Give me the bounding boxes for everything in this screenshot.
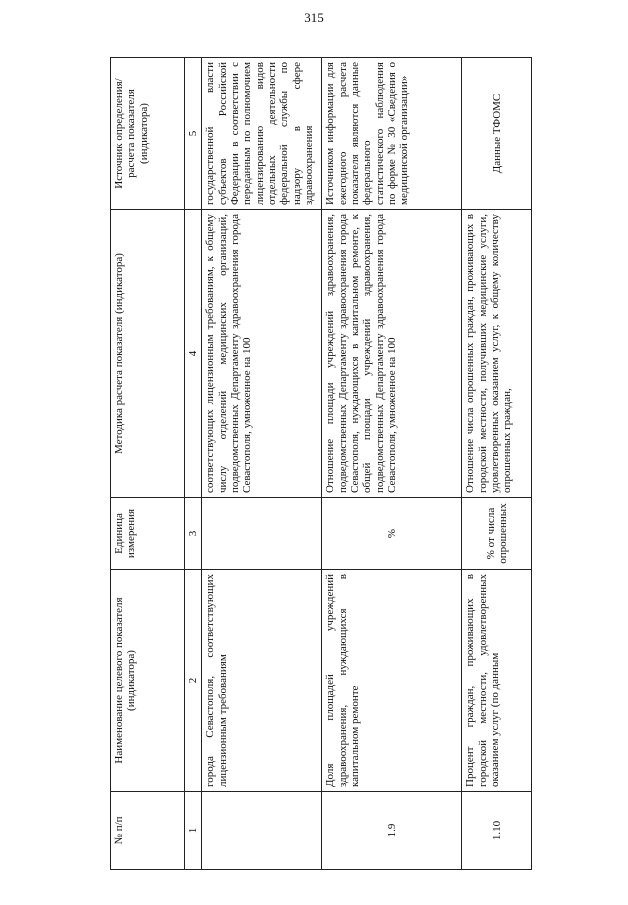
unit-of-measure xyxy=(202,498,322,570)
data-source: государственной власти субъектов Российской Федерации в соответствии с переданным по полномочием лицензированию видов отдельных деятельности федеральной службы по надзору в сфере здравоохранения xyxy=(202,58,322,210)
row-number xyxy=(202,792,322,870)
unit-of-measure: % xyxy=(322,498,462,570)
header-source: Источник определения/ расчета показателя (индикатора) xyxy=(111,58,185,210)
calculation-method: Отношение числа опрошенных граждан, проживающих в городской местности, получивших медицинские услуги, удовлетворенных оказанием услуг, к общему количеству опрошенных граждан, xyxy=(462,210,532,498)
column-number: 5 xyxy=(185,58,202,210)
header-method: Методика расчета показателя (индикатора) xyxy=(111,210,185,498)
row-number: 1.10 xyxy=(462,792,532,870)
table-row xyxy=(462,58,532,870)
column-number-row xyxy=(185,58,202,870)
unit-of-measure: % от числа опрошенных xyxy=(462,498,532,570)
column-number: 2 xyxy=(185,570,202,792)
header-num: № п/п xyxy=(111,792,185,870)
header-unit: Единица измерения xyxy=(111,498,185,570)
rotated-table-container xyxy=(110,58,530,870)
table-row xyxy=(202,58,322,870)
calculation-method: соответствующих лицензионным требованиям, к общему числу отделений медицинских организаций, подведомственных Департаменту здравоохранения города Севастополя, умноженное на 100 xyxy=(202,210,322,498)
header-row xyxy=(111,58,185,870)
calculation-method: Отношение площади учреждений здравоохранения, подведомственных Департаменту здравоохранения города Севастополя, нуждающихся в капитальном ремонте, к общей площади учреждений здравоохранения, подведомственных Департаменту здравоохранения города Севастополя, умноженное на 100 xyxy=(322,210,462,498)
data-source: Источником информации для ежегодного расчета показателя являются данные федерального статистического наблюдения по форме № 30 «Сведения о медицинской организации» xyxy=(322,58,462,210)
page-number: 315 xyxy=(304,10,324,25)
data-source: Данные ТФОМС xyxy=(462,58,532,210)
column-number: 3 xyxy=(185,498,202,570)
table-row xyxy=(322,58,462,870)
indicators-table xyxy=(110,57,532,870)
indicator-name: Процент граждан, проживающих в городской местности, удовлетворенных оказанием услуг (по данным xyxy=(462,570,532,792)
row-number: 1.9 xyxy=(322,792,462,870)
indicator-name: города Севастополя, соответствующих лицензионным требованиям xyxy=(202,570,322,792)
column-number: 4 xyxy=(185,210,202,498)
indicator-name: Доля площадей учреждений здравоохранения, нуждающихся в капитальном ремонте xyxy=(322,570,462,792)
column-number: 1 xyxy=(185,792,202,870)
header-name: Наименование целевого показателя (индикатора) xyxy=(111,570,185,792)
